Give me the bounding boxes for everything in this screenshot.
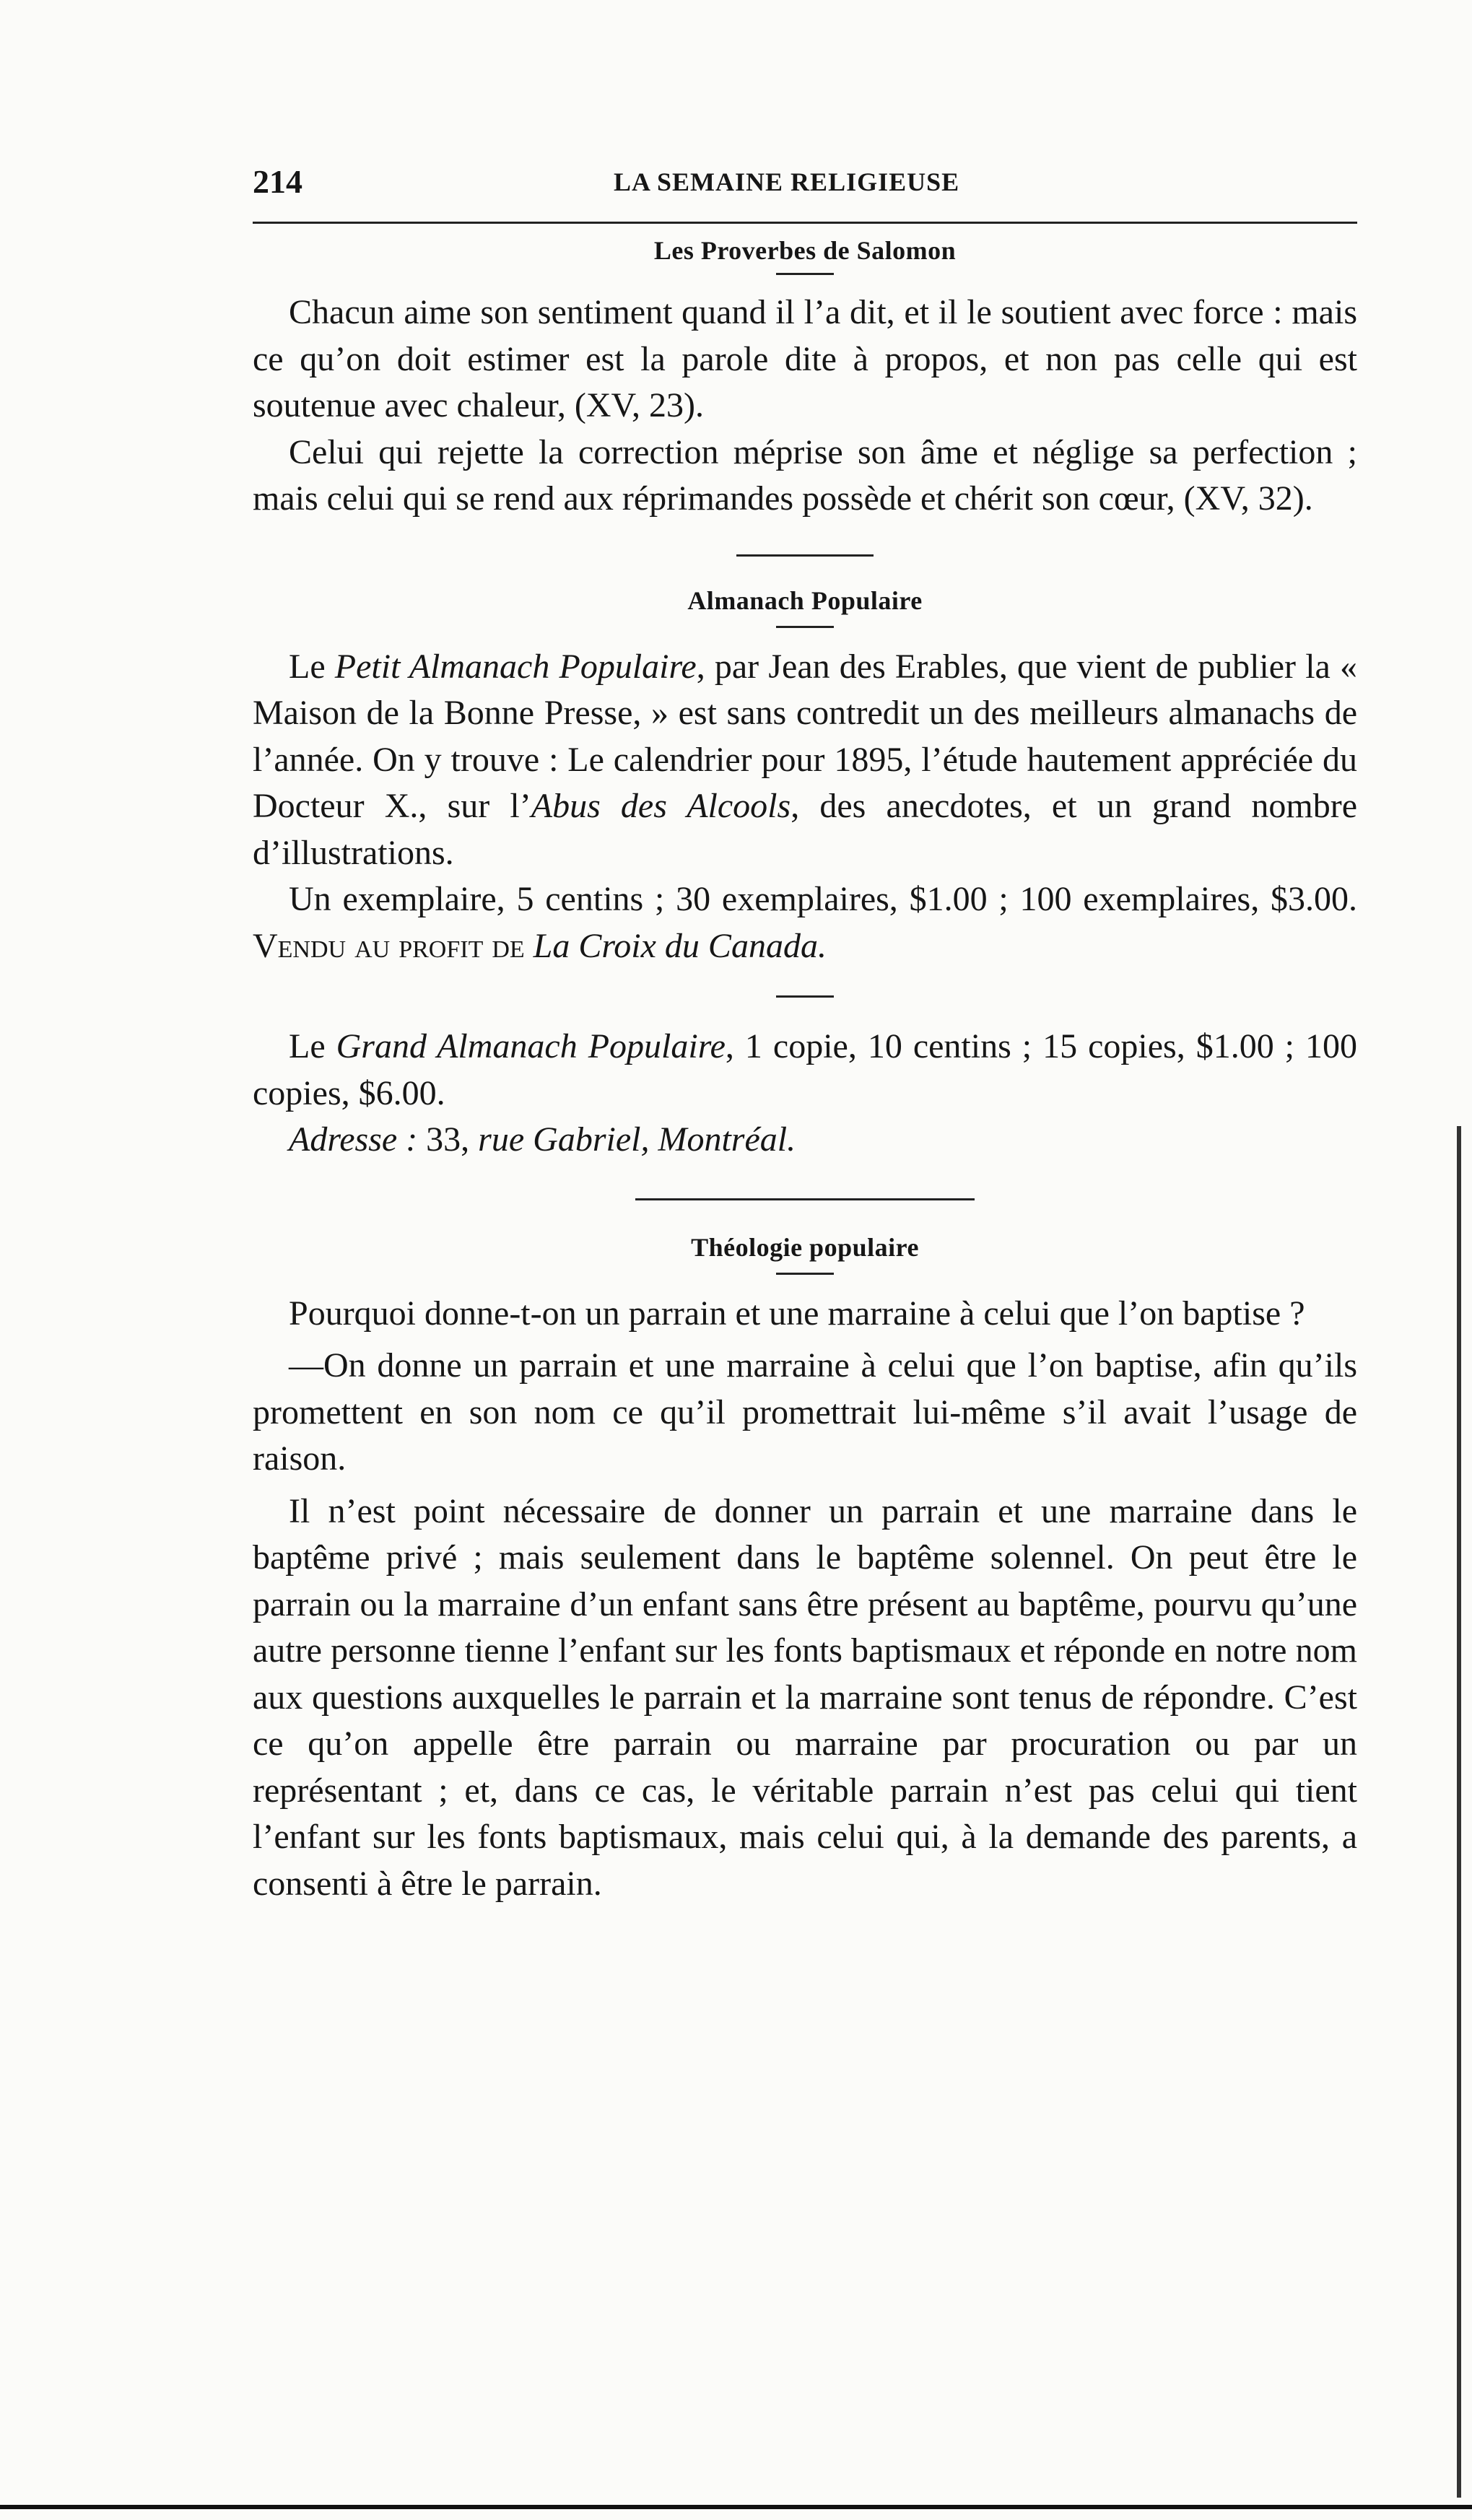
header-rule xyxy=(253,222,1357,224)
theologie-paragraph: Il n’est point nécessaire de donner un parrain et une marraine dans le baptême privé ; mais seulement dans le baptême solennel. On peut être le parrain ou la marraine d’un enfant sans être présent au baptême, pourvu qu’une autre personne tienne l’enfant sur les fonts baptismaux et réponde en notre nom aux questions auxquelles le parrain et la marraine sont tenus de répondre. C’est ce qu’on appelle être parrain ou marraine par procuration ou par un représentant ; et, dans ce cas, le véritable parrain n’est pas celui qui tient l’enfant sur les fonts baptismaux, mais celui qui, à la demande des parents, a consenti à être le parrain. xyxy=(253,1491,1357,1903)
page-number: 214 xyxy=(253,163,302,200)
address-street: rue Gabriel, Montréal. xyxy=(478,1120,796,1159)
almanach-address xyxy=(253,1117,1357,1164)
address-label: Adresse : xyxy=(289,1120,418,1159)
section-separator-long xyxy=(635,1198,975,1200)
text: Le xyxy=(289,647,335,686)
text: Le xyxy=(289,1027,336,1065)
text: , par Jean des Erables, que vient de publier la « Maison de la Bonne Presse, » est sans contredit un des meilleurs almanachs de l’année. On y trouve : Le calendrier pour 1895, l’étude hautement appréciée du Docteur X., sur l’ xyxy=(253,647,1358,825)
theologie-answer: —On donne un parrain et une marraine à celui que l’on baptise, afin qu’ils promettent en son nom ce qu’il promettrait lui-même s’il avait l’usage de raison. xyxy=(253,1346,1357,1478)
text: , 1 copie, 10 centins ; 15 copies, $1.00 ; 100 copies, $6.00. xyxy=(253,1027,1358,1112)
short-separator xyxy=(776,995,834,998)
proverbes-paragraph-2: Celui qui rejette la correction méprise son âme et néglige sa perfection ; mais celui qui se rend aux réprimandes possède et chérit son cœur, (XV, 32). xyxy=(253,432,1357,518)
book-page xyxy=(253,162,1357,1907)
almanach-paragraph-3 xyxy=(253,1024,1357,1117)
proverbes-paragraph-1: Chacun aime son sentiment quand il l’a dit, et il le soutient avec force : mais ce qu’on doit estimer est la parole dite à propos, et non pas celle qui est soutenue avec chaleur, (XV, 23). xyxy=(253,293,1357,424)
almanach-paragraph-1 xyxy=(253,644,1357,877)
journal-title: LA SEMAINE RELIGIEUSE xyxy=(614,167,960,196)
text: , des anecdotes, et un grand nombre d’illustrations. xyxy=(253,787,1357,872)
scan-bottom-edge xyxy=(0,2505,1472,2509)
title-underline xyxy=(776,1273,834,1275)
text: 33, xyxy=(417,1120,479,1159)
theologie-question: Pourquoi donne-t-on un parrain et une marraine à celui que l’on baptise ? xyxy=(289,1294,1305,1333)
section-title-theologie: Théologie populaire xyxy=(691,1232,919,1262)
scan-edge-rule xyxy=(1457,1126,1461,2498)
section-separator xyxy=(736,554,874,557)
title-underline xyxy=(776,626,834,628)
book-title: Grand Almanach Populaire xyxy=(336,1027,726,1065)
book-title: Petit Almanach Populaire xyxy=(334,647,697,686)
article-title: Abus des Alcools xyxy=(531,787,791,825)
almanach-paragraph-2 xyxy=(253,876,1357,969)
section-title-almanach: Almanach Populaire xyxy=(687,585,923,615)
running-head xyxy=(253,162,1357,206)
text xyxy=(525,927,534,965)
section-title-proverbes: Les Proverbes de Salomon xyxy=(653,236,957,265)
publication-name: La Croix du Canada. xyxy=(533,926,827,965)
title-underline xyxy=(776,273,834,275)
small-caps-text: Vendu au profit de xyxy=(253,926,525,965)
text: Un exemplaire, 5 centins ; 30 exemplaires, $1.00 ; 100 exemplaires, $3.00. xyxy=(289,880,1357,918)
